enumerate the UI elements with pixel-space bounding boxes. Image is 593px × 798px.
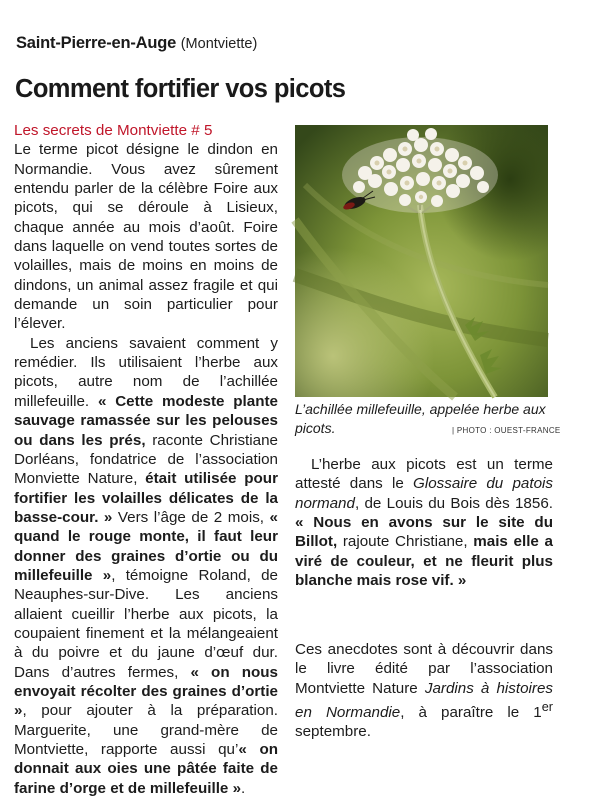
- article-column-right-end: [295, 640, 553, 742]
- paragraph-4: [295, 640, 553, 742]
- p2-quote-1: « Cette modeste plante sauvage ramassée sur les pelouses ou dans les prés,: [14, 392, 279, 449]
- p4-sup: er: [541, 700, 553, 715]
- p2-quote-4: « on nous envoyait récolter des graines d’ortie »: [14, 663, 279, 720]
- article-title: Comment fortifier vos picots: [15, 75, 346, 103]
- yarrow-image: [295, 125, 548, 397]
- p2-text-1: Les anciens savaient comment y remédier. Ils utilisaient l’herbe aux picots, autre nom de l’achillée millefeuille.: [14, 334, 278, 410]
- paragraph-1: Le terme picot désigne le dindon en Normandie. Vous avez sûrement entendu parler de la célèbre Foire aux picots, qui se déroule à Lisieux, chaque année au mois d’août. Foire dans laquelle on vend toutes sortes de volailles, mais de moins en moins de dindons, un animal assez fragile et qui demande un soin particulier pour l’élever.: [14, 141, 278, 333]
- paragraph-3: [295, 455, 553, 590]
- p4-text-3: septembre.: [295, 723, 371, 741]
- paragraph-2: [14, 334, 278, 798]
- caption-text: L’achillée millefeuille, appelée herbe aux picots.: [295, 401, 546, 436]
- header-subtitle: (Montviette): [180, 36, 258, 52]
- yarrow-photo: [295, 125, 548, 397]
- p4-text-1: Ces anecdotes sont à découvrir dans le livre édité par l’association Montviette Nature: [295, 641, 553, 697]
- p4-text-2: , à paraître le 1: [400, 704, 542, 722]
- photo-credit: | PHOTO : OUEST-FRANCE: [452, 426, 561, 435]
- p3-text-2: , de Louis du Bois dès 1856.: [354, 494, 553, 512]
- p2-text-2: raconte Christiane Dorléans, fondatrice de l’association Monviette Nature,: [14, 431, 278, 488]
- p2-text-6: .: [241, 779, 246, 797]
- header-town: Saint-Pierre-en-Auge: [16, 34, 177, 52]
- article-column-left: [14, 121, 279, 797]
- p3-quote-2: mais elle a viré de couleur, et ne fleurit plus blanche mais rose vif. »: [295, 533, 553, 590]
- p3-text-3: rajoute Christiane,: [337, 533, 474, 551]
- header: [16, 33, 257, 54]
- p3-italic-1: Glossaire du patois normand: [295, 475, 553, 512]
- p2-text-5: , pour ajouter à la préparation. Marguerite, une grand-mère de Montviette, rapporte aussi qu’: [14, 702, 278, 758]
- p2-text-4: , témoigne Roland, de Neauphes-sur-Dive. Les anciens allaient cueillir l’herbe aux picots, la coupaient finement et la mélangeaient à du poivre et du jaune d’œuf dur. Dans d’autres fermes,: [14, 566, 278, 681]
- article-kicker: [14, 121, 278, 140]
- p2-quote-3: « quand le rouge monte, il faut leur donner des graines d’ortie ou du millefeuille »: [14, 508, 278, 584]
- p3-quote-1: « Nous en avons sur le site du Billot,: [295, 514, 553, 551]
- article-column-right: [295, 455, 553, 590]
- p3-text-1: L’herbe aux picots est un terme attesté dans le: [295, 456, 553, 493]
- p4-italic-1: Jardins à histoires en Normandie: [295, 679, 553, 722]
- p2-quote-2: était utilisée pour fortifier les volailles délicates de la basse-cour. »: [14, 470, 278, 526]
- p2-text-3: Vers l’âge de 2 mois,: [112, 508, 270, 526]
- p2-quote-5: « on donnait aux oies une pâtée faite de farine d’orge et de millefeuille »: [14, 741, 278, 797]
- kicker-text: Les secrets de Montviette # 5: [14, 122, 213, 139]
